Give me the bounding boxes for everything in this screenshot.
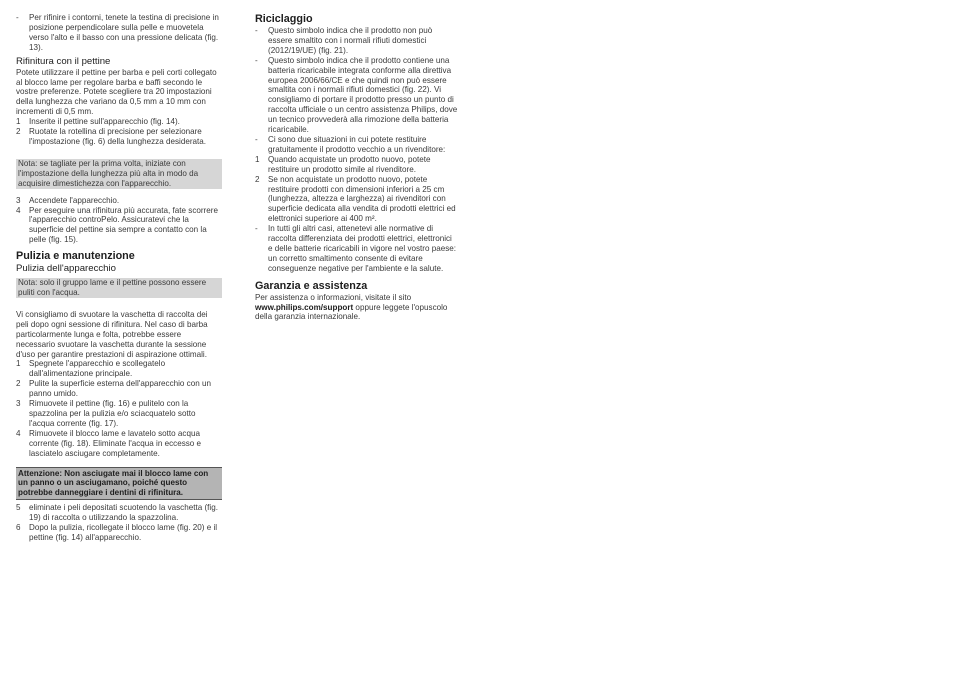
right-column xyxy=(255,13,458,322)
list-item xyxy=(255,135,458,155)
list-item xyxy=(16,379,222,399)
list-item xyxy=(16,13,222,53)
list-item-text: Per rifinire i contorni, tenete la testina di precisione in posizione perpendicolare sulla pelle e muovetela verso l'alto e il basso con una pressione delicata (fig. 13). xyxy=(29,13,219,52)
list-marker: 1 xyxy=(16,117,21,127)
list-marker: 6 xyxy=(16,523,21,533)
list-item xyxy=(16,127,222,147)
list-item-text: Accendete l'apparecchio. xyxy=(29,195,120,205)
list-item-text: Ci sono due situazioni in cui potete restituire gratuitamente il prodotto vecchio a un rivenditore: xyxy=(268,134,446,154)
list-marker: 3 xyxy=(16,399,21,409)
list-item xyxy=(255,26,458,56)
list-item-text: Spegnete l'apparecchio e scollegatelo dall'alimentazione principale. xyxy=(29,359,166,379)
list-marker: 1 xyxy=(255,154,260,164)
list-item-text: Questo simbolo indica che il prodotto non può essere smaltito con i normali rifiuti domestici (2012/19/UE) (fig. 21). xyxy=(268,26,433,55)
cleaning-steps-b xyxy=(16,503,222,543)
list-item xyxy=(255,155,458,175)
list-marker: 4 xyxy=(16,428,21,438)
list-item-text: In tutti gli altri casi, attenetevi alle normative di raccolta differenziata dei prodotti elettrici, elettronici e delle batterie ricaricabili in vigore nel vostro paese: un corretto smaltimento consente di evitare conseguenze negative per l'ambiente e la salute. xyxy=(268,224,457,273)
list-marker: 2 xyxy=(16,379,21,389)
list-item-text: Ruotate la rotellina di precisione per selezionare l'impostazione (fig. 6) della lunghezza desiderata. xyxy=(29,127,207,146)
list-marker: - xyxy=(255,26,258,35)
comb-steps-b xyxy=(16,196,222,246)
list-item xyxy=(16,503,222,523)
care-heading: Pulizia e manutenzione xyxy=(16,250,135,263)
recycling-heading: Riciclaggio xyxy=(255,13,313,25)
warranty-paragraph xyxy=(255,293,458,323)
list-item-text: Inserite il pettine sull'apparecchio (fig. 14). xyxy=(29,117,180,127)
list-item-text: Questo simbolo indica che il prodotto contiene una batteria ricaricabile integrata conforme alla direttiva europea 2006/66/CE e che quindi non può essere smaltita con i normali rifiuti domestici (fig. 22). Vi consigliamo di portare il prodotto presso un punto di raccolta ufficiale o un centro assistenza Philips, dove un tecnico provvederà alla rimozione della batteria ricaricabile. xyxy=(268,55,458,135)
list-item xyxy=(255,56,458,135)
list-marker: - xyxy=(255,134,258,144)
list-item xyxy=(16,206,222,246)
list-item xyxy=(255,224,458,274)
list-item xyxy=(16,399,222,429)
list-item-text: Rimuovete il blocco lame e lavatelo sotto acqua corrente (fig. 18). Eliminate l'acqua in eccesso e lasciatelo asciugare completamente. xyxy=(29,428,202,458)
list-marker: - xyxy=(16,13,19,22)
warranty-heading: Garanzia e assistenza xyxy=(255,279,368,292)
left-column xyxy=(16,13,222,543)
comb-heading: Rifinitura con il pettine xyxy=(16,55,111,67)
list-item-text: Pulite la superficie esterna dell'apparecchio con un panno umido. xyxy=(29,379,211,399)
list-marker: 3 xyxy=(16,195,21,205)
list-marker: 1 xyxy=(16,359,21,369)
cleaning-steps-a xyxy=(16,359,222,458)
list-item xyxy=(16,523,222,543)
note-water: Nota: solo il gruppo lame e il pettine possono essere puliti con l'acqua. xyxy=(16,278,222,298)
list-item xyxy=(16,429,222,459)
warranty-text-end: oppure leggete l'opuscolo della garanzia internazionale. xyxy=(255,302,448,322)
list-item xyxy=(16,117,222,127)
warning-box: Attenzione: Non asciugate mai il blocco lame con un panno o un asciugamano, poiché questo potrebbe danneggiare i dentini di rifinitura. xyxy=(16,467,222,501)
list-marker: 2 xyxy=(255,174,260,184)
list-item-text: Se non acquistate un prodotto nuovo, potete restituire prodotti con dimensioni inferiori a 25 cm (lunghezza, altezza e larghezza) ai rivenditori con superficie dedicata alla vendita di prodotti elettrici ed elettronici superiore ai 400 m². xyxy=(268,174,456,224)
list-marker: 2 xyxy=(16,127,21,137)
list-item xyxy=(255,175,458,225)
cleaning-paragraph: Vi consigliamo di svuotare la vaschetta di raccolta dei peli dopo ogni sessione di rifinitura. Nel caso di barba particolarmente lunga e folta, potrebbe essere necessario svuotare la vaschetta durante la sessione d'uso per garantire prestazioni di aspirazione ottimali. xyxy=(16,309,208,359)
comb-steps-a xyxy=(16,117,222,147)
cleaning-heading: Pulizia dell'apparecchio xyxy=(16,263,116,275)
comb-paragraph: Potete utilizzare il pettine per barba e peli corti collegato al blocco lame per regolare barba e baffi secondo le vostre preferenze. Potete scegliere tra 20 impostazioni della lunghezza che variano da 0,5 mm a 10 mm con incrementi di 0,5 mm. xyxy=(16,67,217,117)
list-marker: 4 xyxy=(16,205,21,215)
warranty-text: Per assistenza o informazioni, visitate il sito xyxy=(255,292,412,302)
note-first-use: Nota: se tagliate per la prima volta, iniziate con l'impostazione della lunghezza più alta in modo da acquisire dimestichezza con l'apparecchio. xyxy=(16,159,222,189)
list-item-text: Dopo la pulizia, ricollegate il blocco lame (fig. 20) e il pettine (fig. 14) all'apparecchio. xyxy=(29,523,218,542)
list-item xyxy=(16,359,222,379)
list-item-text: Per eseguire una rifinitura più accurata, fate scorrere l'apparecchio controPelo. Assicuratevi che la superficie del pettine sia sempre a contatto con la pelle (fig. 15). xyxy=(29,205,218,245)
intro-list xyxy=(16,13,222,53)
list-item-text: eliminate i peli depositati scuotendo la vaschetta (fig. 19) di raccolta o utilizzando la spazzolina. xyxy=(29,503,218,523)
list-item-text: Rimuovete il pettine (fig. 16) e pulitelo con la spazzolina per la pulizia e/o sciacquatelo sotto l'acqua corrente (fig. 17). xyxy=(29,399,196,428)
list-item xyxy=(16,196,222,206)
support-link[interactable]: www.philips.com/support xyxy=(255,302,354,312)
recycling-steps xyxy=(255,155,458,224)
recycling-last xyxy=(255,224,458,274)
list-marker: 5 xyxy=(16,503,21,513)
list-item-text: Quando acquistate un prodotto nuovo, potete restituire un prodotto simile al rivenditore. xyxy=(268,154,431,174)
list-marker: - xyxy=(255,224,258,234)
recycling-bullets xyxy=(255,26,458,155)
list-marker: - xyxy=(255,55,258,65)
